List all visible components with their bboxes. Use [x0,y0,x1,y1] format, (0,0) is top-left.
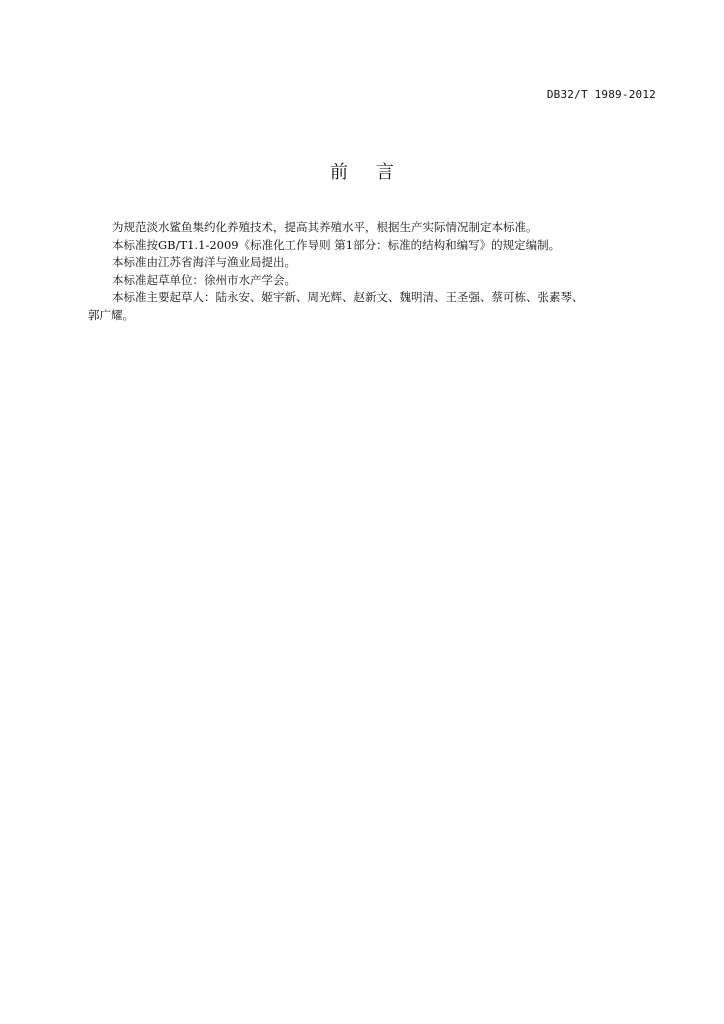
title-char-2: 言 [376,162,394,183]
paragraph-proposer: 本标准由江苏省海洋与渔业局提出。 [112,255,296,270]
standard-code: DB32/T 1989-2012 [546,88,656,101]
paragraph-drafting-rules: 本标准按GB/T1.1-2009《标准化工作导则 第1部分：标准的结构和编写》的规定编制。 [112,237,561,252]
paragraph-drafters-continued: 郭广耀。 [88,307,134,322]
foreword-body [88,219,648,325]
title-char-1: 前 [330,162,348,183]
paragraph-drafting-unit: 本标准起草单位：徐州市水产学会。 [112,272,296,287]
paragraph-purpose: 为规范淡水鲨鱼集约化养殖技术，提高其养殖水平，根据生产实际情况制定本标准。 [112,220,538,234]
paragraph-drafters: 本标准主要起草人：陆永安、姬宇新、周光辉、赵新文、魏明清、王圣强、蔡可栋、张素琴、 [112,290,584,305]
page-title [0,158,724,184]
